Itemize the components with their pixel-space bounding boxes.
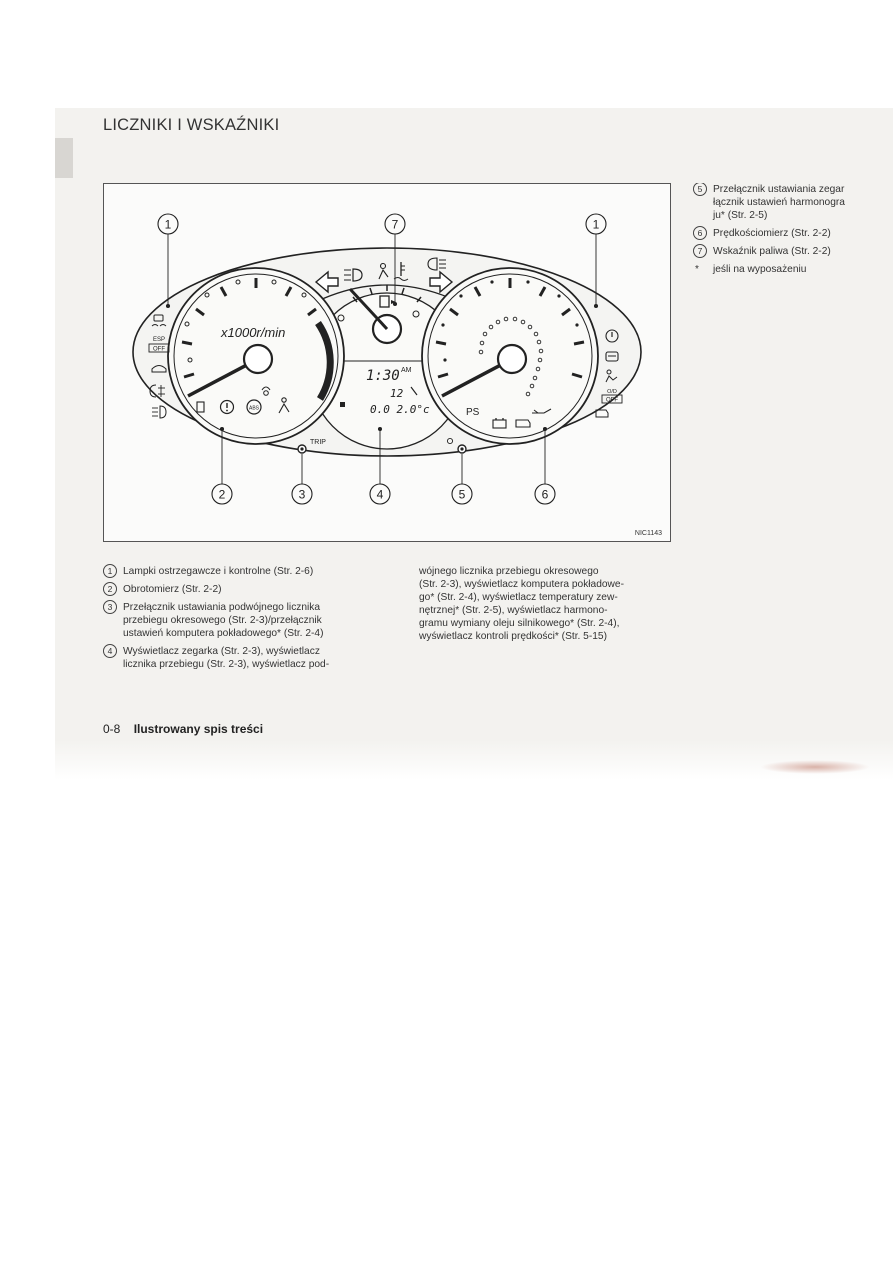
legend-number: 3	[103, 600, 117, 614]
footer-title: Ilustrowany spis treści	[133, 722, 264, 736]
callout-1-left: 1	[164, 217, 172, 232]
figure-code: NIC1143	[634, 530, 662, 537]
lcd-indicator-square	[340, 402, 345, 407]
instrument-cluster-figure	[103, 183, 671, 542]
tachometer-hub	[244, 345, 272, 373]
callout-6: 6	[541, 487, 549, 502]
legend-number: 7	[693, 244, 707, 258]
page-number: 0-8	[103, 722, 121, 736]
speedometer	[422, 268, 598, 444]
esp-off-label: OFF	[153, 346, 165, 353]
callout-3: 3	[298, 487, 306, 502]
legend-number: 2	[103, 582, 117, 596]
legend-text: Lampki ostrzegawcze i kontrolne (Str. 2-6)	[123, 566, 314, 577]
tachometer	[168, 268, 344, 444]
clock-ampm: AM	[401, 367, 412, 374]
page-footer	[103, 722, 263, 736]
malfunction-indicator-icon	[596, 410, 608, 417]
legend-item	[693, 263, 893, 276]
trip-label: TRIP	[310, 439, 326, 446]
svg-text:ABS: ABS	[248, 405, 260, 412]
legend-text: Wyświetlacz zegarka (Str. 2-3), wyświetlacz licznika przebiegu (Str. 2-3), wyświetlacz pod-	[123, 646, 330, 670]
legend-item	[103, 601, 403, 640]
callout-4: 4	[376, 487, 384, 502]
lcd-mid-readout: 12	[390, 387, 404, 400]
legend-left-column	[103, 565, 403, 676]
tachometer-unit-label: x1000r/min	[221, 325, 286, 340]
chapter-tab	[55, 138, 73, 178]
scan-smudge	[760, 760, 870, 774]
section-title: LICZNIKI I WSKAŹNIKI	[103, 116, 280, 134]
legend-number: 5	[693, 183, 707, 196]
legend-number: 6	[693, 226, 707, 240]
clock-display: 1:30	[366, 368, 400, 384]
legend-text: Wskaźnik paliwa (Str. 2-2)	[713, 246, 831, 257]
legend-text: jeśli na wyposażeniu	[713, 264, 807, 275]
legend-item	[693, 245, 893, 258]
legend-item	[103, 645, 403, 671]
callout-2: 2	[218, 487, 226, 502]
power-steering-label: PS	[466, 407, 480, 418]
cluster-illustration	[104, 184, 670, 541]
legend-item	[693, 183, 893, 222]
legend-right-column	[693, 183, 893, 303]
legend-text: Obrotomierz (Str. 2-2)	[123, 584, 222, 595]
lcd-bottom-readout: 0.0 2.0°c	[370, 403, 430, 416]
legend-number: 1	[103, 564, 117, 578]
legend-text: Przełącznik ustawiania zegar łącznik ustawień harmonogra ju* (Str. 2-5)	[713, 184, 845, 221]
legend-text: Przełącznik ustawiania podwójnego licznika przebiegu okresowego (Str. 2-3)/przełącznik ustawień komputera pokładowego* (Str. 2-4)	[123, 602, 324, 639]
callout-7: 7	[391, 217, 399, 232]
od-off-label: OFF	[606, 397, 618, 404]
legend-continuation-text: wójnego licznika przebiegu okresowego (Str. 2-3), wyświetlacz komputera pokładowe- go* (Str. 2-4), wyświetlacz temperatury zew- nętrznej* (Str. 2-5), wyświetlacz harmono- gramu wymiany oleju silnikowego* (Str. 2-4), wyświetlacz kontroli prędkości* (Str. 5-15)	[419, 566, 624, 642]
legend-number: 4	[103, 644, 117, 658]
legend-item	[103, 565, 403, 578]
speedometer-hub	[498, 345, 526, 373]
callout-5: 5	[458, 487, 466, 502]
headlight-icon	[152, 406, 166, 418]
legend-item	[693, 227, 893, 240]
legend-middle-column	[419, 565, 679, 643]
legend-text: Prędkościomierz (Str. 2-2)	[713, 228, 831, 239]
esp-label: ESP	[152, 337, 166, 343]
callout-1-right: 1	[592, 217, 600, 232]
legend-item	[103, 583, 403, 596]
od-label: O/D	[607, 389, 617, 395]
footnote-star: *	[695, 264, 699, 275]
